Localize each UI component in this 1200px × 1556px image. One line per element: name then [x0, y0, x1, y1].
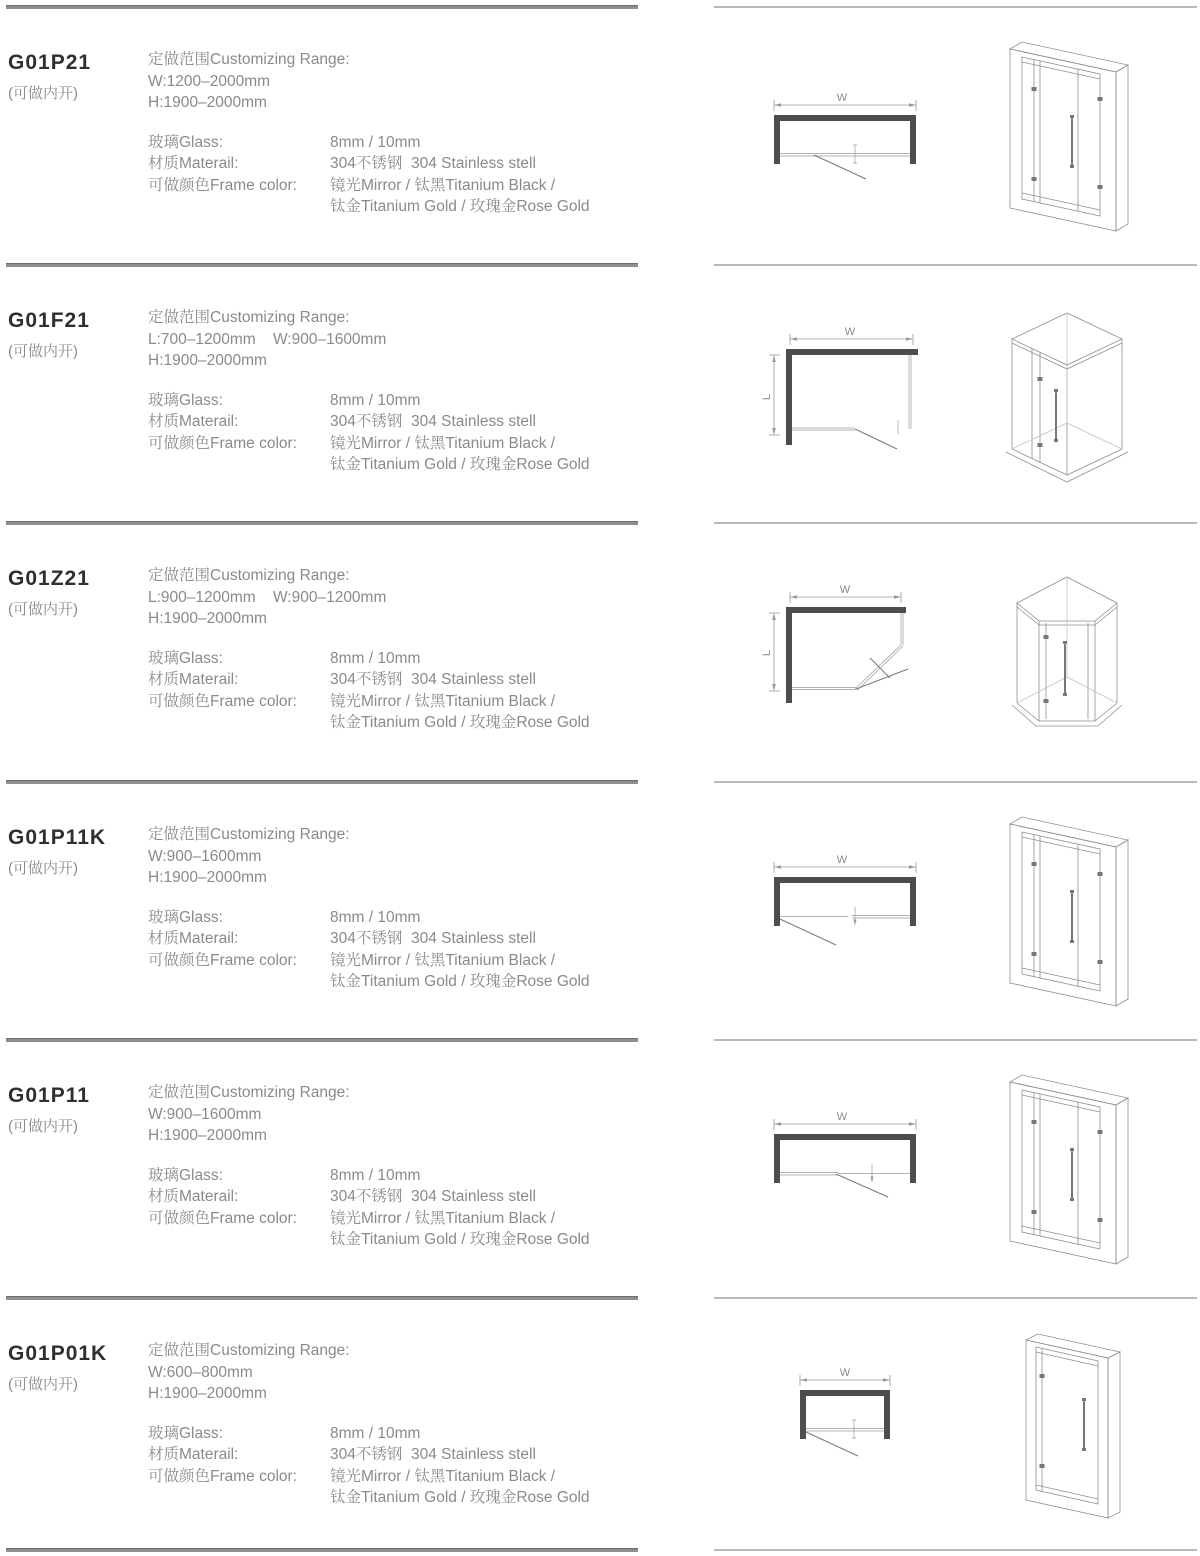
- product-code: G01P11K: [8, 826, 107, 849]
- iso-view-drawing: [992, 35, 1142, 240]
- spec-value: 304不锈钢 304 Stainless stell: [330, 671, 536, 688]
- dim-w-label: W: [839, 584, 851, 596]
- row-divider: [0, 780, 1200, 786]
- spec-label: [148, 971, 330, 993]
- spec-table: [148, 1423, 590, 1509]
- iso-view-drawing: [992, 293, 1142, 498]
- spec-label: 材质Materail:: [148, 413, 239, 430]
- spec-label: 玻璃Glass:: [148, 649, 223, 667]
- spec-label: 材质Materail:: [148, 930, 239, 947]
- spec-value: 8mm / 10mm: [330, 1166, 421, 1184]
- product-note: (可做内开): [8, 1376, 78, 1393]
- plan-view-drawing: [760, 1110, 932, 1212]
- product-code: G01P01K: [8, 1342, 108, 1365]
- range-line: W:600–800mm: [148, 1363, 253, 1381]
- spec-label: 材质Materail:: [148, 671, 239, 688]
- spec-value: 钛金Titanium Gold / 玫瑰金Rose Gold: [330, 1231, 590, 1248]
- product-specs: [148, 1340, 590, 1509]
- range-title: 定做范围Customizing Range:: [148, 1084, 350, 1101]
- spec-label: [148, 1487, 330, 1509]
- range-line: H:1900–2000mm: [148, 1127, 267, 1144]
- product-specs: [148, 824, 590, 993]
- row-divider: [0, 1038, 1200, 1044]
- spec-label: 玻璃Glass:: [148, 1424, 223, 1442]
- range-title: 定做范围Customizing Range:: [148, 51, 350, 68]
- customizing-range: [148, 307, 590, 372]
- spec-label: 可做颜色Frame color:: [148, 434, 297, 452]
- spec-label: 可做颜色Frame color:: [148, 951, 297, 969]
- product-code: G01F21: [8, 309, 90, 332]
- spec-table: [148, 132, 590, 218]
- iso-view-drawing: [992, 1068, 1142, 1273]
- range-title: 定做范围Customizing Range:: [148, 1342, 350, 1359]
- range-line: H:1900–2000mm: [148, 869, 267, 886]
- range-line: W:900–1600mm: [148, 847, 262, 865]
- range-title: 定做范围Customizing Range:: [148, 567, 350, 584]
- spec-value: 镜光Mirror / 钛黑Titanium Black /: [330, 434, 556, 452]
- range-line: W:900–1600mm: [148, 1105, 262, 1123]
- range-line: L:900–1200mm W:900–1200mm: [148, 588, 387, 606]
- dim-w-label: W: [839, 1367, 851, 1379]
- spec-value: 304不锈钢 304 Stainless stell: [330, 1446, 536, 1463]
- spec-label: 可做颜色Frame color:: [148, 692, 297, 710]
- spec-table: [148, 1165, 590, 1251]
- spec-label: [148, 1229, 330, 1251]
- spec-value: 钛金Titanium Gold / 玫瑰金Rose Gold: [330, 1489, 590, 1506]
- product-row-g01p11k: [0, 780, 1200, 1038]
- spec-label: 材质Materail:: [148, 1188, 239, 1205]
- iso-view-drawing: [992, 1326, 1142, 1531]
- product-specs: [148, 1082, 590, 1251]
- range-title: 定做范围Customizing Range:: [148, 826, 350, 843]
- range-line: H:1900–2000mm: [148, 94, 267, 111]
- range-line: W:1200–2000mm: [148, 72, 271, 90]
- spec-value: 8mm / 10mm: [330, 1424, 421, 1442]
- spec-label: 材质Materail:: [148, 155, 239, 172]
- spec-value: 8mm / 10mm: [330, 649, 421, 667]
- product-row-g01f21: [0, 263, 1200, 521]
- spec-value: 304不锈钢 304 Stainless stell: [330, 155, 536, 172]
- spec-label: 玻璃Glass:: [148, 908, 223, 926]
- customizing-range: [148, 49, 590, 114]
- range-line: H:1900–2000mm: [148, 1385, 267, 1402]
- spec-value: 304不锈钢 304 Stainless stell: [330, 1188, 536, 1205]
- plan-view-drawing: [760, 853, 932, 955]
- spec-table: [148, 390, 590, 476]
- iso-view-drawing: [992, 551, 1142, 756]
- spec-label: 玻璃Glass:: [148, 1166, 223, 1184]
- product-code: G01P11: [8, 1084, 90, 1107]
- spec-value: 8mm / 10mm: [330, 391, 421, 409]
- spec-value: 镜光Mirror / 钛黑Titanium Black /: [330, 1467, 556, 1485]
- range-title: 定做范围Customizing Range:: [148, 309, 350, 326]
- spec-value: 镜光Mirror / 钛黑Titanium Black /: [330, 692, 556, 710]
- range-line: H:1900–2000mm: [148, 352, 267, 369]
- product-note: (可做内开): [8, 860, 78, 877]
- range-line: H:1900–2000mm: [148, 610, 267, 627]
- customizing-range: [148, 565, 590, 630]
- plan-view-drawing: [760, 583, 932, 715]
- spec-value: 8mm / 10mm: [330, 908, 421, 926]
- spec-label: [148, 196, 330, 218]
- product-code: G01Z21: [8, 567, 90, 590]
- spec-value: 钛金Titanium Gold / 玫瑰金Rose Gold: [330, 973, 590, 990]
- customizing-range: [148, 1082, 590, 1147]
- product-specs: [148, 565, 590, 734]
- spec-value: 镜光Mirror / 钛黑Titanium Black /: [330, 176, 556, 194]
- product-note: (可做内开): [8, 1118, 78, 1135]
- spec-label: 材质Materail:: [148, 1446, 239, 1463]
- bottom-divider: [0, 1548, 1200, 1554]
- product-note: (可做内开): [8, 601, 78, 618]
- product-note: (可做内开): [8, 343, 78, 360]
- range-line: L:700–1200mm W:900–1600mm: [148, 330, 387, 348]
- row-divider: [0, 5, 1200, 11]
- spec-table: [148, 907, 590, 993]
- spec-label: 可做颜色Frame color:: [148, 1209, 297, 1227]
- product-note: (可做内开): [8, 85, 78, 102]
- product-row-g01p01k: [0, 1296, 1200, 1554]
- plan-view-drawing: [760, 91, 932, 193]
- spec-label: 玻璃Glass:: [148, 391, 223, 409]
- spec-label: 玻璃Glass:: [148, 133, 223, 151]
- spec-value: 钛金Titanium Gold / 玫瑰金Rose Gold: [330, 714, 590, 731]
- dim-l-label: L: [761, 393, 773, 401]
- product-specs: [148, 307, 590, 476]
- spec-table: [148, 648, 590, 734]
- customizing-range: [148, 1340, 590, 1405]
- row-divider: [0, 263, 1200, 269]
- plan-view-drawing: [760, 325, 932, 457]
- spec-value: 镜光Mirror / 钛黑Titanium Black /: [330, 1209, 556, 1227]
- row-divider: [0, 1296, 1200, 1302]
- spec-value: 8mm / 10mm: [330, 133, 421, 151]
- spec-label: 可做颜色Frame color:: [148, 176, 297, 194]
- product-row-g01z21: [0, 521, 1200, 779]
- customizing-range: [148, 824, 590, 889]
- iso-view-drawing: [992, 810, 1142, 1015]
- spec-label: [148, 454, 330, 476]
- plan-view-drawing: [760, 1366, 932, 1468]
- spec-label: [148, 712, 330, 734]
- spec-value: 304不锈钢 304 Stainless stell: [330, 930, 536, 947]
- spec-value: 钛金Titanium Gold / 玫瑰金Rose Gold: [330, 198, 590, 215]
- dim-l-label: L: [761, 649, 773, 657]
- dim-w-label: W: [844, 326, 856, 338]
- product-row-g01p11: [0, 1038, 1200, 1296]
- product-code: G01P21: [8, 51, 92, 74]
- dim-w-label: W: [836, 1111, 848, 1123]
- row-divider: [0, 521, 1200, 527]
- product-row-g01p21: [0, 5, 1200, 263]
- spec-value: 钛金Titanium Gold / 玫瑰金Rose Gold: [330, 456, 590, 473]
- product-specs: [148, 49, 590, 218]
- spec-label: 可做颜色Frame color:: [148, 1467, 297, 1485]
- dim-w-label: W: [836, 854, 848, 866]
- dim-w-label: W: [836, 92, 848, 104]
- spec-value: 304不锈钢 304 Stainless stell: [330, 413, 536, 430]
- spec-value: 镜光Mirror / 钛黑Titanium Black /: [330, 951, 556, 969]
